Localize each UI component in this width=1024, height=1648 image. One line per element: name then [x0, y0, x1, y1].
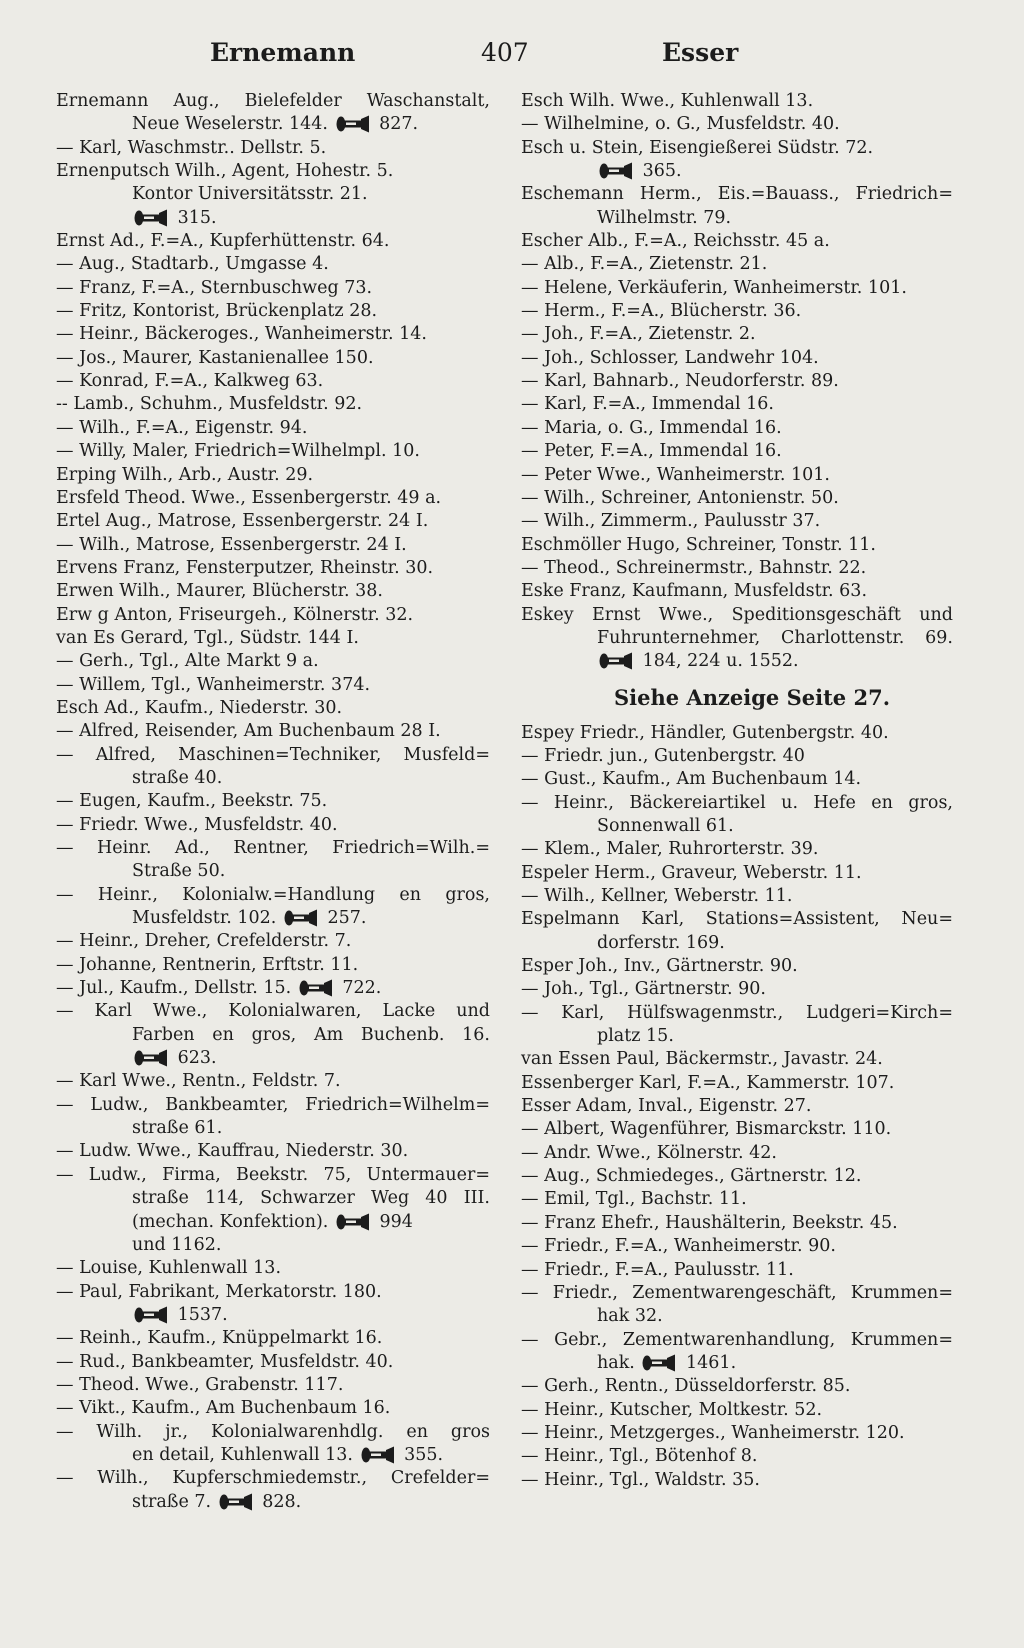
telephone-icon	[336, 115, 370, 133]
right-entry-line	[521, 932, 953, 955]
entry-text: Siehe Anzeige Seite 27.	[613, 684, 891, 710]
right-entry-line	[521, 440, 953, 463]
right-entry-line	[521, 1469, 953, 1492]
right-entry-line	[521, 815, 953, 838]
left-entry-line	[56, 487, 490, 510]
left-entry-line	[56, 1187, 490, 1210]
left-entry-line	[56, 1444, 490, 1467]
entry-text: — Karl, Waschmstr.. Dellstr. 5.	[56, 137, 327, 158]
left-entry-line	[56, 604, 490, 627]
entry-text: — Wilh., Kupferschmiedemstr., Crefelder=	[56, 1468, 490, 1489]
right-entry-line	[521, 1352, 953, 1375]
right-entry-line	[521, 745, 953, 768]
right-entry-line	[521, 1422, 953, 1445]
entry-text: Eschmöller Hugo, Schreiner, Tonstr. 11.	[521, 534, 876, 555]
entry-text: — Wilh., Schreiner, Antonienstr. 50.	[521, 487, 839, 508]
telephone-icon	[219, 1493, 253, 1511]
left-entry-line	[56, 300, 490, 323]
right-entry-line	[521, 183, 953, 206]
entry-text: Sonnenwall 61.	[597, 815, 734, 836]
entry-text: van Essen Paul, Bäckermstr., Javastr. 24.	[521, 1049, 883, 1070]
left-entry-line	[56, 557, 490, 580]
right-entry-line	[521, 1142, 953, 1165]
entry-text: — Peter, F.=A., Immendal 16.	[521, 441, 782, 462]
entry-text: Esch Ad., Kaufm., Niederstr. 30.	[56, 697, 343, 718]
telephone-icon	[134, 1306, 168, 1324]
entry-text: und 1162.	[132, 1234, 222, 1255]
telephone-number: 827.	[379, 114, 419, 135]
telephone-icon	[284, 909, 318, 927]
left-entry-line	[56, 837, 490, 860]
left-entry-line	[56, 697, 490, 720]
telephone-number: 828.	[262, 1491, 302, 1512]
right-entry-line	[521, 838, 953, 861]
entry-text: — Alb., F.=A., Zietenstr. 21.	[521, 254, 768, 275]
right-column	[521, 90, 953, 1492]
right-entry-line	[521, 1259, 953, 1282]
left-column	[56, 90, 490, 1514]
entry-text: — Theod. Wwe., Grabenstr. 117.	[56, 1374, 344, 1395]
telephone-number: 365.	[642, 161, 682, 182]
telephone-number: 994	[379, 1211, 413, 1232]
telephone-number: 355.	[404, 1444, 444, 1465]
left-entry-line	[56, 884, 490, 907]
entry-text: — Paul, Fabrikant, Merkatorstr. 180.	[56, 1281, 382, 1302]
entry-text: Espelmann Karl, Stations=Assistent, Neu=	[521, 909, 953, 930]
right-entry-line	[521, 253, 953, 276]
right-entry-line	[521, 1025, 953, 1048]
entry-text: — Joh., F.=A., Zietenstr. 2.	[521, 324, 756, 345]
advertisement-notice	[521, 674, 953, 722]
left-entry-line	[56, 160, 490, 183]
entry-text: straße 40.	[132, 767, 223, 788]
left-entry-line	[56, 534, 490, 557]
right-entry-line	[521, 207, 953, 230]
telephone-icon	[134, 1049, 168, 1067]
telephone-icon	[361, 1446, 395, 1464]
entry-text: Eschemann Herm., Eis.=Bauass., Friedrich=	[521, 184, 953, 205]
entry-text: — Klem., Maler, Ruhrorterstr. 39.	[521, 839, 819, 860]
entry-text: Neue Weselerstr. 144.	[132, 114, 328, 135]
right-entry-line	[521, 1118, 953, 1141]
right-entry-line	[521, 1072, 953, 1095]
telephone-icon	[134, 209, 168, 227]
left-entry-line	[56, 1234, 490, 1257]
right-entry-line	[521, 370, 953, 393]
telephone-number: 184, 224 u. 1552.	[642, 651, 799, 672]
right-entry-line	[521, 955, 953, 978]
left-entry-line	[56, 440, 490, 463]
left-entry-line	[56, 1467, 490, 1490]
left-entry-line	[56, 1140, 490, 1163]
right-entry-line	[521, 230, 953, 253]
entry-text: Ervens Franz, Fensterputzer, Rheinstr. 30.	[56, 557, 434, 578]
right-entry-line	[521, 1095, 953, 1118]
left-entry-line	[56, 230, 490, 253]
left-entry-line	[56, 1374, 490, 1397]
right-entry-line	[521, 1235, 953, 1258]
left-entry-line	[56, 1257, 490, 1280]
right-entry-line	[521, 1282, 953, 1305]
right-entry-line	[521, 1305, 953, 1328]
entry-text: — Ludw., Firma, Beekstr. 75, Untermauer=	[56, 1164, 490, 1185]
left-entry-line	[56, 113, 490, 136]
entry-text: Ernemann Aug., Bielefelder Waschanstalt,	[56, 91, 490, 111]
left-entry-line	[56, 580, 490, 603]
left-entry-line	[56, 1094, 490, 1117]
telephone-icon	[299, 979, 333, 997]
entry-text: — Wilhelmine, o. G., Musfeldstr. 40.	[521, 114, 840, 135]
entry-text: — Heinr., Metzgerges., Wanheimerstr. 120.	[521, 1422, 905, 1443]
entry-text: — Heinr., Tgl., Bötenhof 8.	[521, 1446, 758, 1467]
entry-text: — Theod., Schreinermstr., Bahnstr. 22.	[521, 557, 867, 578]
entry-text: — Wilh., F.=A., Eigenstr. 94.	[56, 417, 308, 438]
telephone-number: 257.	[327, 908, 367, 929]
left-entry-line	[56, 1070, 490, 1093]
entry-text: — Friedr. jun., Gutenbergstr. 40	[521, 745, 805, 766]
left-entry-line	[56, 814, 490, 837]
entry-text: — Wilh., Kellner, Weberstr. 11.	[521, 886, 793, 906]
left-entry-line	[56, 183, 490, 206]
left-entry-line	[56, 1117, 490, 1140]
left-entry-line	[56, 1024, 490, 1047]
entry-text: — Konrad, F.=A., Kalkweg 63.	[56, 371, 324, 392]
entry-text: — Johanne, Rentnerin, Erftstr. 11.	[56, 954, 359, 975]
entry-text: — Alfred, Reisender, Am Buchenbaum 28 I.	[56, 721, 441, 742]
telephone-icon	[336, 1213, 370, 1231]
entry-text: — Wilh. jr., Kolonialwarenhdlg. en gros	[56, 1421, 490, 1442]
entry-text: -- Lamb., Schuhm., Musfeldstr. 92.	[56, 394, 363, 415]
entry-text: Esch u. Stein, Eisengießerei Südstr. 72.	[521, 137, 874, 158]
entry-text: — Fritz, Kontorist, Brückenplatz 28.	[56, 301, 378, 322]
entry-text: — Franz, F.=A., Sternbuschweg 73.	[56, 277, 373, 298]
left-entry-line	[56, 744, 490, 767]
right-entry-line	[521, 137, 953, 160]
entry-text: — Karl Wwe., Kolonialwaren, Lacke und	[56, 1001, 490, 1022]
entry-text: Espeler Herm., Graveur, Weberstr. 11.	[521, 862, 862, 883]
entry-text: Erwen Wilh., Maurer, Blücherstr. 38.	[56, 581, 383, 602]
right-entry-line	[521, 113, 953, 136]
telephone-number: 1537.	[177, 1304, 228, 1325]
left-entry-line	[56, 417, 490, 440]
entry-text: — Heinr., Kutscher, Moltkestr. 52.	[521, 1399, 823, 1420]
right-entry-line	[521, 417, 953, 440]
right-entry-line	[521, 862, 953, 885]
entry-text: Ersfeld Theod. Wwe., Essenbergerstr. 49 a.	[56, 487, 442, 508]
entry-text: — Eugen, Kaufm., Beekstr. 75.	[56, 791, 328, 812]
right-entry-line	[521, 393, 953, 416]
entry-text: — Heinr., Kolonialw.=Handlung en gros,	[56, 884, 490, 905]
entry-text: — Joh., Schlosser, Landwehr 104.	[521, 347, 819, 368]
entry-text: — Albert, Wagenführer, Bismarckstr. 110.	[521, 1119, 892, 1140]
right-entry-line	[521, 1165, 953, 1188]
entry-text: — Karl Wwe., Rentn., Feldstr. 7.	[56, 1071, 341, 1092]
entry-text: — Willy, Maler, Friedrich=Wilhelmpl. 10.	[56, 441, 420, 462]
entry-text: — Aug., Schmiedeges., Gärtnerstr. 12.	[521, 1166, 862, 1187]
right-entry-line	[521, 1188, 953, 1211]
right-entry-line	[521, 650, 953, 673]
left-entry-line	[56, 930, 490, 953]
right-entry-line	[521, 627, 953, 650]
entry-text: Farben en gros, Am Buchenb. 16.	[132, 1024, 490, 1045]
left-entry-line	[56, 137, 490, 160]
entry-text: Esser Adam, Inval., Eigenstr. 27.	[521, 1096, 812, 1117]
telephone-icon	[642, 1354, 676, 1372]
left-entry-line	[56, 1211, 490, 1234]
right-entry-line	[521, 300, 953, 323]
entry-text: — Maria, o. G., Immendal 16.	[521, 417, 782, 438]
left-entry-line	[56, 650, 490, 673]
right-entry-line	[521, 277, 953, 300]
right-entry-line	[521, 1399, 953, 1422]
right-entry-line	[521, 1002, 953, 1025]
telephone-number: 722.	[342, 978, 382, 999]
entry-text: — Gerh., Rentn., Düsseldorferstr. 85.	[521, 1376, 851, 1397]
left-entry-line	[56, 1397, 490, 1420]
page-header	[0, 38, 1024, 78]
left-entry-line	[56, 370, 490, 393]
entry-text: hak 32.	[597, 1306, 663, 1327]
left-entry-line	[56, 277, 490, 300]
entry-text: Essenberger Karl, F.=A., Kammerstr. 107.	[521, 1072, 895, 1093]
left-entry-line	[56, 860, 490, 883]
left-entry-line	[56, 1000, 490, 1023]
left-entry-line	[56, 1281, 490, 1304]
entry-text: straße 61.	[132, 1118, 223, 1139]
entry-text: — Alfred, Maschinen=Techniker, Musfeld=	[56, 744, 490, 765]
entry-text: — Louise, Kuhlenwall 13.	[56, 1258, 282, 1279]
left-entry-line	[56, 393, 490, 416]
entry-text: Straße 50.	[132, 861, 226, 882]
entry-text: — Reinh., Kaufm., Knüppelmarkt 16.	[56, 1328, 383, 1349]
right-entry-line	[521, 557, 953, 580]
entry-text: Espey Friedr., Händler, Gutenbergstr. 40.	[521, 722, 889, 743]
telephone-number: 1461.	[686, 1352, 737, 1373]
entry-text: — Franz Ehefr., Haushälterin, Beekstr. 45.	[521, 1212, 898, 1233]
entry-text: — Heinr., Tgl., Waldstr. 35.	[521, 1469, 760, 1490]
right-entry-line	[521, 722, 953, 745]
entry-text: dorferstr. 169.	[597, 932, 725, 953]
entry-text: Kontor Universitätsstr. 21.	[132, 184, 368, 205]
left-entry-line	[56, 207, 490, 230]
left-entry-line	[56, 510, 490, 533]
telephone-number: 315.	[177, 207, 217, 228]
entry-text: — Friedr., Zementwarengeschäft, Krummen=	[521, 1282, 953, 1303]
entry-text: — Wilh., Matrose, Essenbergerstr. 24 I.	[56, 534, 407, 555]
left-entry-line	[56, 1047, 490, 1070]
entry-text: — Friedr., F.=A., Wanheimerstr. 90.	[521, 1236, 836, 1257]
right-entry-line	[521, 1048, 953, 1071]
entry-text: — Emil, Tgl., Bachstr. 11.	[521, 1189, 747, 1210]
right-entry-line	[521, 604, 953, 627]
right-entry-line	[521, 1329, 953, 1352]
telephone-icon	[599, 162, 633, 180]
entry-text: — Gust., Kaufm., Am Buchenbaum 14.	[521, 769, 862, 790]
entry-text: — Joh., Tgl., Gärtnerstr. 90.	[521, 979, 766, 1000]
entry-text: — Willem, Tgl., Wanheimerstr. 374.	[56, 674, 371, 695]
right-entry-line	[521, 1375, 953, 1398]
entry-text: — Vikt., Kaufm., Am Buchenbaum 16.	[56, 1398, 391, 1419]
entry-text: — Peter Wwe., Wanheimerstr. 101.	[521, 464, 830, 485]
left-entry-line	[56, 1304, 490, 1327]
left-entry-line	[56, 253, 490, 276]
entry-text: — Heinr., Dreher, Crefelderstr. 7.	[56, 931, 352, 952]
entry-text: — Andr. Wwe., Kölnerstr. 42.	[521, 1142, 777, 1163]
entry-text: — Rud., Bankbeamter, Musfeldstr. 40.	[56, 1351, 394, 1372]
right-entry-line	[521, 1212, 953, 1235]
left-entry-line	[56, 1491, 490, 1514]
entry-text: Ernst Ad., F.=A., Kupferhüttenstr. 64.	[56, 231, 390, 252]
telephone-icon	[599, 652, 633, 670]
entry-text: Escher Alb., F.=A., Reichsstr. 45 a.	[521, 231, 830, 252]
left-entry-line	[56, 627, 490, 650]
entry-text: — Friedr., F.=A., Paulusstr. 11.	[521, 1259, 794, 1280]
entry-text: (mechan. Konfektion).	[132, 1211, 329, 1232]
entry-text: Erping Wilh., Arb., Austr. 29.	[56, 464, 314, 485]
left-entry-line	[56, 1351, 490, 1374]
left-entry-line	[56, 767, 490, 790]
right-entry-line	[521, 768, 953, 791]
entry-text: — Heinr. Ad., Rentner, Friedrich=Wilh.=	[56, 838, 490, 858]
entry-text: Wilhelmstr. 79.	[597, 207, 732, 228]
left-entry-line	[56, 464, 490, 487]
right-entry-line	[521, 487, 953, 510]
entry-text: — Gebr., Zementwarenhandlung, Krummen=	[521, 1329, 953, 1350]
entry-text: van Es Gerard, Tgl., Südstr. 144 I.	[56, 627, 359, 648]
left-entry-line	[56, 1164, 490, 1187]
entry-text: — Heinr., Bäckeroges., Wanheimerstr. 14.	[56, 324, 427, 345]
entry-text: — Karl, Hülfswagenmstr., Ludgeri=Kirch=	[521, 1002, 953, 1023]
entry-text: — Ludw., Bankbeamter, Friedrich=Wilhelm=	[56, 1094, 490, 1115]
entry-text: — Karl, Bahnarb., Neudorferstr. 89.	[521, 371, 839, 392]
right-entry-line	[521, 1445, 953, 1468]
left-entry-line	[56, 674, 490, 697]
entry-text: — Karl, F.=A., Immendal 16.	[521, 394, 774, 415]
entry-text: — Heinr., Bäckereiartikel u. Hefe en gros,	[521, 792, 953, 813]
page-number: 407	[481, 38, 529, 67]
right-entry-line	[521, 464, 953, 487]
right-entry-line	[521, 908, 953, 931]
left-entry-line	[56, 323, 490, 346]
entry-text: Esper Joh., Inv., Gärtnerstr. 90.	[521, 956, 798, 977]
right-entry-line	[521, 347, 953, 370]
entry-text: — Helene, Verkäuferin, Wanheimerstr. 101.	[521, 277, 907, 298]
entry-text: — Jos., Maurer, Kastanienallee 150.	[56, 347, 374, 368]
entry-text: — Wilh., Zimmerm., Paulusstr 37.	[521, 511, 821, 532]
left-entry-line	[56, 1327, 490, 1350]
right-entry-line	[521, 160, 953, 183]
entry-text: Eskey Ernst Wwe., Speditionsgeschäft und	[521, 604, 953, 625]
left-entry-line	[56, 790, 490, 813]
entry-text: platz 15.	[597, 1026, 674, 1047]
entry-text: Erw g Anton, Friseurgeh., Kölnerstr. 32.	[56, 604, 414, 625]
left-entry-line	[56, 347, 490, 370]
right-entry-line	[521, 885, 953, 908]
entry-text: Ertel Aug., Matrose, Essenbergerstr. 24 I.	[56, 511, 429, 532]
right-entry-line	[521, 580, 953, 603]
left-entry-line	[56, 977, 490, 1000]
header-right-word: Esser	[662, 38, 739, 67]
entry-text: hak.	[597, 1352, 635, 1373]
left-entry-line	[56, 90, 490, 113]
entry-text: — Jul., Kaufm., Dellstr. 15.	[56, 978, 292, 999]
entry-text: straße 7.	[132, 1491, 212, 1512]
left-entry-line	[56, 720, 490, 743]
right-entry-line	[521, 323, 953, 346]
left-entry-line	[56, 1421, 490, 1444]
entry-text: Esch Wilh. Wwe., Kuhlenwall 13.	[521, 91, 814, 111]
left-entry-line	[56, 907, 490, 930]
entry-text: Eske Franz, Kaufmann, Musfeldstr. 63.	[521, 581, 868, 602]
telephone-number: 623.	[177, 1048, 217, 1069]
entry-text: — Gerh., Tgl., Alte Markt 9 a.	[56, 651, 319, 672]
entry-text: — Herm., F.=A., Blücherstr. 36.	[521, 301, 802, 322]
entry-text: — Friedr. Wwe., Musfeldstr. 40.	[56, 814, 338, 835]
header-left-word: Ernemann	[210, 38, 356, 67]
entry-text: en detail, Kuhlenwall 13.	[132, 1444, 353, 1465]
entry-text: — Aug., Stadtarb., Umgasse 4.	[56, 254, 329, 275]
right-entry-line	[521, 534, 953, 557]
entry-text: Musfeldstr. 102.	[132, 908, 277, 929]
right-entry-line	[521, 510, 953, 533]
right-entry-line	[521, 90, 953, 113]
entry-text: — Ludw. Wwe., Kauffrau, Niederstr. 30.	[56, 1141, 409, 1162]
entry-text: Fuhrunternehmer, Charlottenstr. 69.	[597, 627, 953, 648]
right-entry-line	[521, 792, 953, 815]
entry-text: straße 114, Schwarzer Weg 40 III.	[132, 1188, 490, 1209]
left-entry-line	[56, 954, 490, 977]
right-entry-line	[521, 978, 953, 1001]
entry-text: Ernenputsch Wilh., Agent, Hohestr. 5.	[56, 161, 394, 182]
